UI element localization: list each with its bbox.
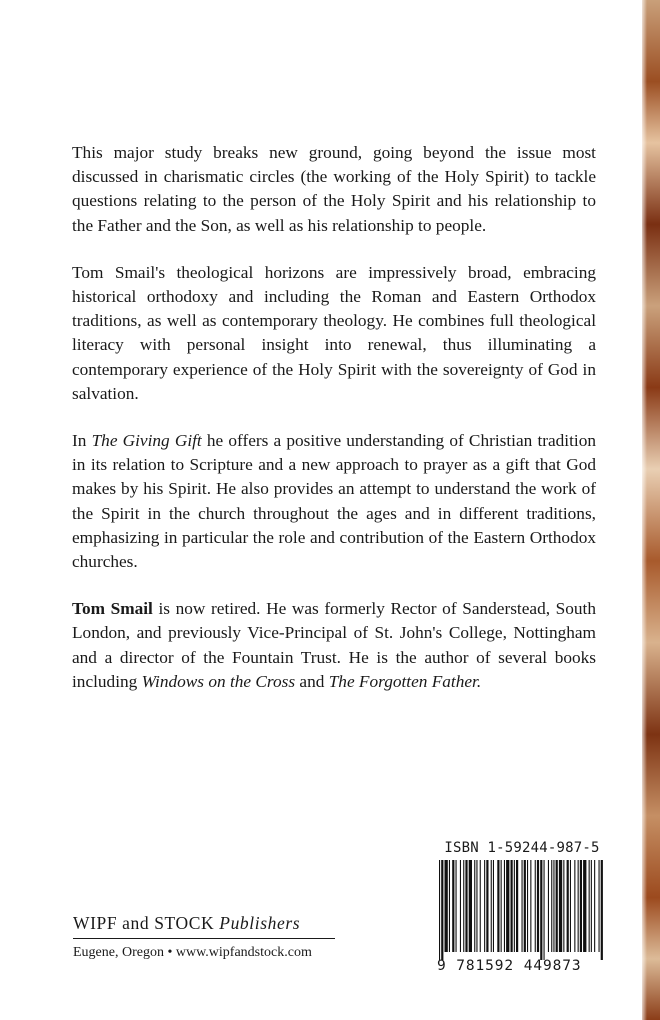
ean-right-group: 449873 xyxy=(523,958,582,974)
barcode-bar xyxy=(486,860,488,952)
publisher-divider xyxy=(73,938,335,939)
book-title-forgotten-father: The Forgotten Father. xyxy=(328,671,482,691)
ean-first-digit: 9 xyxy=(437,958,447,974)
barcode-bar xyxy=(465,860,467,952)
blurb-paragraph-1: This major study breaks new ground, going beyond the issue most discussed in charismatic circles (the working of the Holy Spirit) to tackle questions relating to the person of the Holy Spirit and his relationship to the Father and the Son, as well as his relationship to people. xyxy=(72,143,596,235)
barcode-bar xyxy=(474,860,475,952)
barcode-bar xyxy=(463,860,464,952)
barcode-bar xyxy=(583,860,586,952)
barcode-bar xyxy=(553,860,554,952)
barcode-bar xyxy=(524,860,526,952)
ean-left-group: 781592 xyxy=(456,958,515,974)
barcode-bar xyxy=(504,860,505,952)
book-title-giving-gift: The Giving Gift xyxy=(91,431,202,451)
barcode-bar xyxy=(567,860,569,952)
barcode-bar xyxy=(580,860,582,952)
barcode-bar xyxy=(563,860,564,952)
p3-text: he offers a positive understanding of Christian tradition in its relation to Scripture and a new approach to prayer as a gift that God makes by his Spirit. He also provides an attempt to understand the work of the Spirit in the church throughout the ages and in different traditions, emphasizing in particular the role and contribution of the Eastern Orthodox churches. xyxy=(72,431,596,572)
isbn-barcode-block xyxy=(437,839,607,974)
barcode-bar xyxy=(476,860,477,952)
barcode-bar xyxy=(456,860,457,952)
bio-and: and xyxy=(295,671,329,691)
publisher-name-main: WIPF and STOCK xyxy=(73,913,215,933)
bio-text: is now retired. He was formerly Rector of Sanderstead, South London, and previously Vice-Principal of St. John's College, Nottingham and a director of the Fountain Trust. He is the author of several books including xyxy=(72,599,596,691)
barcode-graphic xyxy=(437,860,607,960)
publisher-name-suffix: Publishers xyxy=(219,913,301,933)
barcode-bar xyxy=(501,860,502,952)
blurb-paragraph-3 xyxy=(72,429,596,574)
author-name: Tom Smail xyxy=(72,599,153,619)
barcode-bar xyxy=(578,860,579,952)
barcode-bar xyxy=(540,860,542,960)
barcode-bar xyxy=(548,860,549,952)
barcode-bar xyxy=(460,860,461,952)
barcode-bar xyxy=(551,860,552,952)
back-cover-blurb xyxy=(72,141,596,694)
p3-prefix: In xyxy=(72,431,92,451)
barcode-bar xyxy=(497,860,499,952)
publisher-info xyxy=(73,944,343,962)
barcode-bar xyxy=(449,860,450,952)
barcode-bar xyxy=(506,860,509,952)
isbn-label: ISBN 1-59244-987-5 xyxy=(444,840,600,856)
barcode-bar xyxy=(480,860,481,952)
barcode-bar xyxy=(516,860,518,952)
barcode-bar xyxy=(491,860,492,952)
barcode-bar xyxy=(544,860,545,960)
publisher-imprint xyxy=(73,912,343,962)
barcode-bar xyxy=(574,860,575,952)
barcode-bar xyxy=(570,860,571,952)
barcode-bar xyxy=(469,860,472,952)
book-title-windows-on-the-cross: Windows on the Cross xyxy=(141,671,296,691)
bullet-separator: • xyxy=(167,945,173,960)
barcode-bar xyxy=(594,860,595,952)
barcode-bar xyxy=(493,860,494,952)
barcode-bar xyxy=(484,860,485,952)
ean-digits xyxy=(437,958,607,974)
barcode-bar xyxy=(556,860,558,952)
barcode-bar xyxy=(445,860,448,952)
barcode-bar xyxy=(527,860,528,952)
barcode-bar xyxy=(537,860,539,952)
barcode-bar xyxy=(441,860,443,960)
barcode-bar xyxy=(530,860,531,952)
barcode-bar xyxy=(589,860,590,952)
barcode-bar xyxy=(559,860,562,952)
author-bio xyxy=(72,597,596,694)
barcode-bar xyxy=(591,860,592,952)
cover-edge-strip xyxy=(642,0,660,1020)
barcode-bar xyxy=(452,860,454,952)
barcode-bar xyxy=(599,860,600,952)
publisher-website: www.wipfandstock.com xyxy=(175,945,312,960)
barcode-bar xyxy=(514,860,515,952)
barcode-bar xyxy=(535,860,536,952)
barcode-bar xyxy=(511,860,513,952)
barcode-bar xyxy=(439,860,440,960)
publisher-location: Eugene, Oregon xyxy=(73,945,164,960)
barcode-bar xyxy=(522,860,523,952)
blurb-paragraph-2: Tom Smail's theological horizons are impressively broad, embracing historical orthodoxy and including the Roman and Eastern Orthodox traditions, as well as contemporary theology. He combines full theological literacy with personal insight into renewal, thus illuminating a contemporary experience of the Holy Spirit with the sovereignty of God in salvation. xyxy=(72,262,596,403)
barcode-bar xyxy=(601,860,603,960)
publisher-name xyxy=(73,912,343,934)
